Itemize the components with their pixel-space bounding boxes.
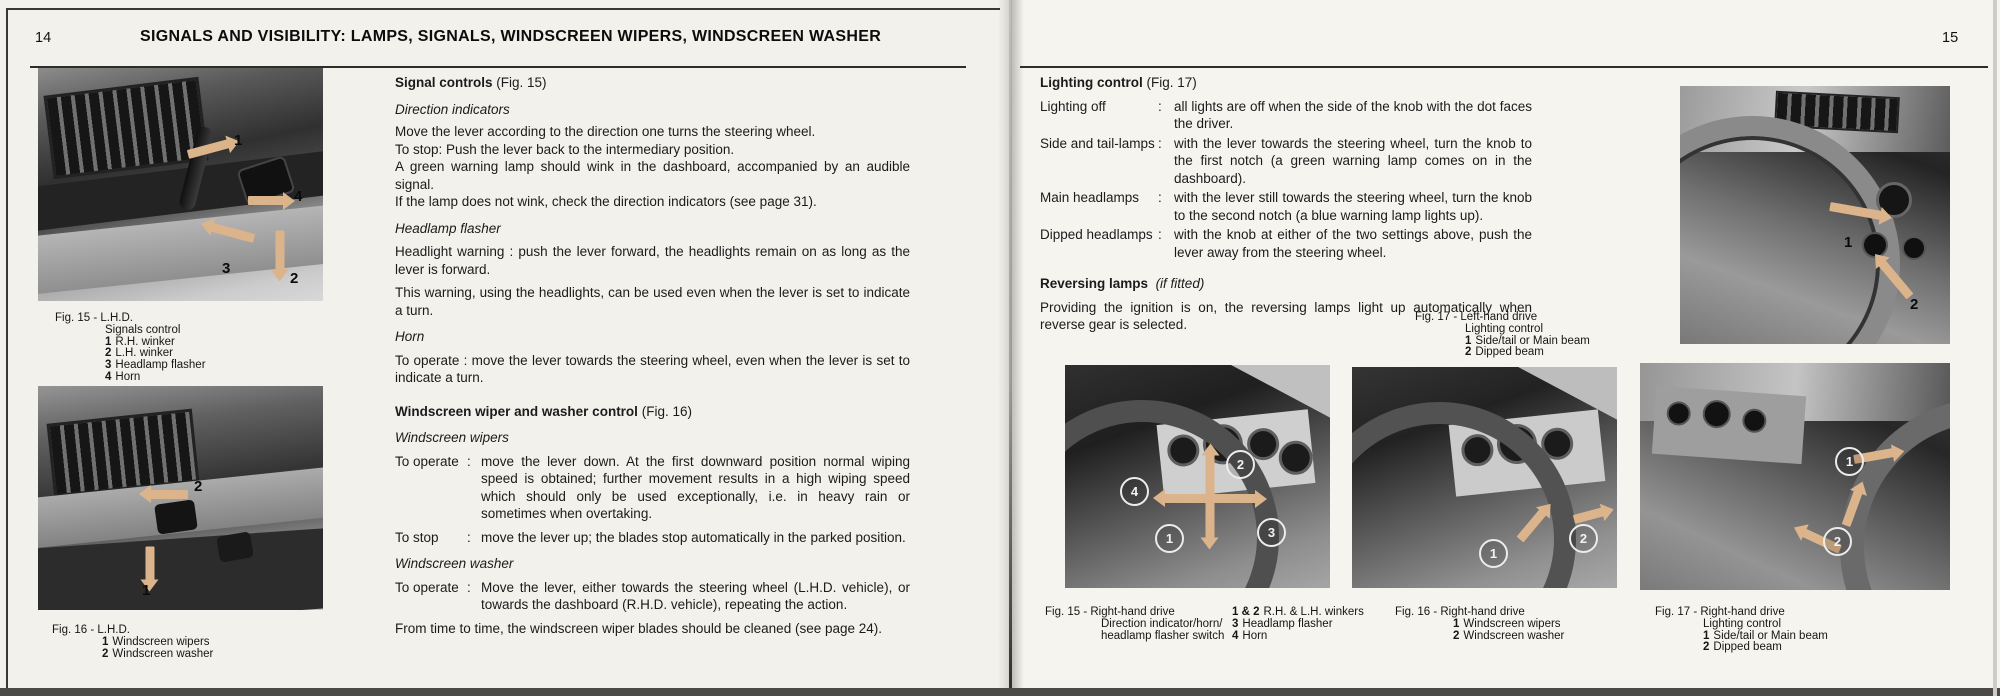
fig15-rhd-caption-right — [1232, 607, 1364, 642]
subsection-heading: Windscreen washer — [395, 556, 514, 571]
definition-row: Lighting off : all lights are off when the side of the knob with the dot faces the driver. — [1040, 98, 1532, 131]
definition-row: Dipped headlamps : with the knob at either of the two settings above, push the lever away from the steering wheel. — [1040, 227, 1532, 260]
fig16-rhd-photo — [1352, 367, 1617, 588]
definition-row: Main headlamps : with the lever still towards the steering wheel, turn the knob to the second notch (a blue warning lamp lights up). — [1040, 190, 1532, 223]
marker-label: 4 — [294, 188, 303, 205]
caption-line: Lighting control — [1465, 322, 1543, 335]
paragraph: To stop: Push the lever back to the intermediary position. — [395, 141, 735, 157]
marker-label: 1 — [234, 132, 243, 149]
caption-line: 3 Headlamp flasher — [1232, 617, 1333, 630]
subsection-heading: Windscreen wipers — [395, 430, 509, 445]
marker-label: 2 — [1910, 296, 1919, 313]
fig17-rhd-caption — [1655, 607, 1828, 654]
arrow-icon — [1573, 507, 1604, 523]
gauge-shape — [1277, 439, 1314, 476]
left-text-column — [395, 74, 910, 637]
fig17-rhd-photo — [1640, 363, 1950, 590]
caption-line: Lighting control — [1703, 617, 1781, 630]
section-heading: Signal controls (Fig. 15) — [395, 75, 547, 90]
caption-line: 1 R.H. winker — [105, 335, 175, 348]
paragraph: A green warning lamp should wink in the dashboard, accompanied by an audible signal. — [395, 159, 910, 192]
arrow-icon — [1164, 494, 1210, 503]
arrow-icon — [276, 231, 285, 271]
fig16-caption — [52, 625, 213, 660]
paragraph: Move the lever according to the direction one turns the steering wheel. — [395, 124, 816, 139]
caption-line: 2 Windscreen washer — [102, 647, 214, 660]
fig15-rhd-caption-left — [1045, 607, 1224, 642]
caption-line: 1 & 2 R.H. & L.H. winkers — [1232, 606, 1364, 618]
page-gutter-line — [1009, 0, 1012, 696]
dashboard-vent-shape — [43, 77, 208, 179]
circled-marker: 1 — [1835, 447, 1864, 476]
fig15-photo — [38, 68, 323, 301]
caption-line: 1 Windscreen wipers — [1453, 617, 1561, 630]
wiper-switch-shape — [154, 499, 198, 534]
fig16-rhd-caption — [1395, 607, 1564, 642]
right-page-number: 15 — [1942, 30, 1959, 46]
dash-panel-shape — [1652, 386, 1806, 464]
scan-edge-left — [6, 8, 8, 688]
scan-edge-right — [1993, 0, 1997, 696]
fig17-lhd-caption — [1415, 312, 1590, 359]
definition-row: To stop : move the lever up; the blades stop automatically in the parked position. — [395, 529, 906, 545]
subsection-heading: Headlamp flasher — [395, 220, 501, 236]
left-page-header: SIGNALS AND VISIBILITY: LAMPS, SIGNALS, WINDSCREEN WIPERS, WINDSCREEN WASHER — [140, 28, 882, 45]
arrow-icon — [1210, 494, 1256, 503]
definition-row: Side and tail-lamps : with the lever towards the steering wheel, turn the knob to the first notch (a green warning lamp comes on in the dashboard). — [1040, 135, 1532, 186]
paragraph: To operate : move the lever towards the steering wheel, even when the lever is set to indicate a turn. — [395, 352, 910, 385]
definition-row: To operate : Move the lever, either towards the steering wheel (L.H.D. vehicle), or towards the dashboard (R.H.D. vehicle), repeating the action. — [395, 579, 910, 612]
right-header-rule — [1020, 66, 1988, 68]
caption-line: 2 Windscreen washer — [1453, 629, 1565, 642]
marker-label: 1 — [1844, 234, 1853, 251]
dash-knob-shape — [1742, 408, 1768, 434]
caption-title: Fig. 17 - Right-hand drive — [1655, 606, 1785, 618]
marker-label: 2 — [290, 270, 299, 287]
arrow-icon — [146, 547, 155, 581]
paragraph: If the lamp does not wink, check the direction indicators (see page 31). — [395, 194, 817, 209]
scan-edge-top — [6, 8, 1000, 10]
caption-line: 2 Dipped beam — [1465, 346, 1544, 359]
section-heading: Reversing lamps (if fitted) — [1040, 276, 1205, 291]
caption-line: headlamp flasher switch — [1101, 629, 1225, 642]
caption-line: 1 Side/tail or Main beam — [1465, 334, 1590, 347]
caption-line: 4 Horn — [1232, 629, 1268, 642]
caption-title: Fig. 16 - Right-hand drive — [1395, 606, 1525, 618]
subsection-heading: Direction indicators — [395, 101, 510, 117]
paragraph: This warning, using the headlights, can be used even when the lever is set to indicate a turn. — [395, 285, 910, 318]
circled-marker: 1 — [1479, 539, 1508, 568]
paragraph: Headlight warning : push the lever forward, the headlights remain on as long as the lever is forward. — [395, 244, 910, 277]
definition-row: To operate : move the lever down. At the first downward position normal wiping speed is obtained; further movement results in a high wiping speed which should only be used exceptionally, i.e. in heavy rain or sometimes when overtaking. — [395, 453, 910, 521]
caption-line: 1 Windscreen wipers — [102, 635, 210, 648]
caption-line: 4 Horn — [105, 370, 141, 383]
paragraph: Providing the ignition is on, the reversing lamps light up automatically when reverse gear is selected. — [1040, 299, 1532, 332]
circled-marker: 4 — [1120, 477, 1149, 506]
section-heading: Windscreen wiper and washer control (Fig. 16) — [395, 403, 692, 419]
subsection-heading: Horn — [395, 329, 425, 344]
caption-line: 2 Dipped beam — [1703, 641, 1782, 654]
dash-knob-shape — [1902, 236, 1926, 260]
right-text-column — [1040, 74, 1532, 334]
fig15-caption — [55, 313, 206, 384]
marker-label: 2 — [194, 478, 203, 495]
caption-title: Fig. 15 - L.H.D. — [55, 312, 133, 324]
caption-line: Signals control — [105, 323, 181, 336]
caption-line: 3 Headlamp flasher — [105, 359, 206, 372]
circled-marker: 2 — [1226, 450, 1255, 479]
caption-title: Fig. 16 - L.H.D. — [52, 624, 130, 636]
circled-marker: 2 — [1569, 524, 1598, 553]
dash-knob-shape — [1666, 401, 1692, 427]
paragraph: From time to time, the windscreen wiper blades should be cleaned (see page 24). — [395, 620, 883, 636]
arrow-icon — [248, 196, 284, 205]
caption-line: Direction indicator/horn/ — [1101, 617, 1223, 630]
caption-line: 2 L.H. winker — [105, 347, 173, 360]
caption-line: 1 Side/tail or Main beam — [1703, 629, 1828, 642]
circled-marker: 3 — [1257, 518, 1286, 547]
caption-title: Fig. 17 - Left-hand drive — [1415, 311, 1538, 323]
fig15-rhd-photo — [1065, 365, 1330, 588]
marker-label: 1 — [142, 582, 151, 599]
circled-marker: 1 — [1155, 524, 1184, 553]
marker-label: 3 — [222, 260, 231, 277]
section-heading: Lighting control (Fig. 17) — [1040, 75, 1197, 90]
arrow-icon — [150, 490, 188, 499]
scan-edge-bottom — [0, 688, 2000, 696]
caption-title: Fig. 15 - Right-hand drive — [1045, 606, 1175, 618]
left-page-number: 14 — [35, 30, 52, 46]
dash-knob-shape — [1702, 399, 1732, 429]
arrow-icon — [1206, 499, 1215, 539]
arrow-icon — [1206, 455, 1215, 499]
circled-marker: 2 — [1823, 527, 1852, 556]
fig17-top-photo — [1680, 86, 1950, 344]
fig16-photo — [38, 386, 323, 610]
